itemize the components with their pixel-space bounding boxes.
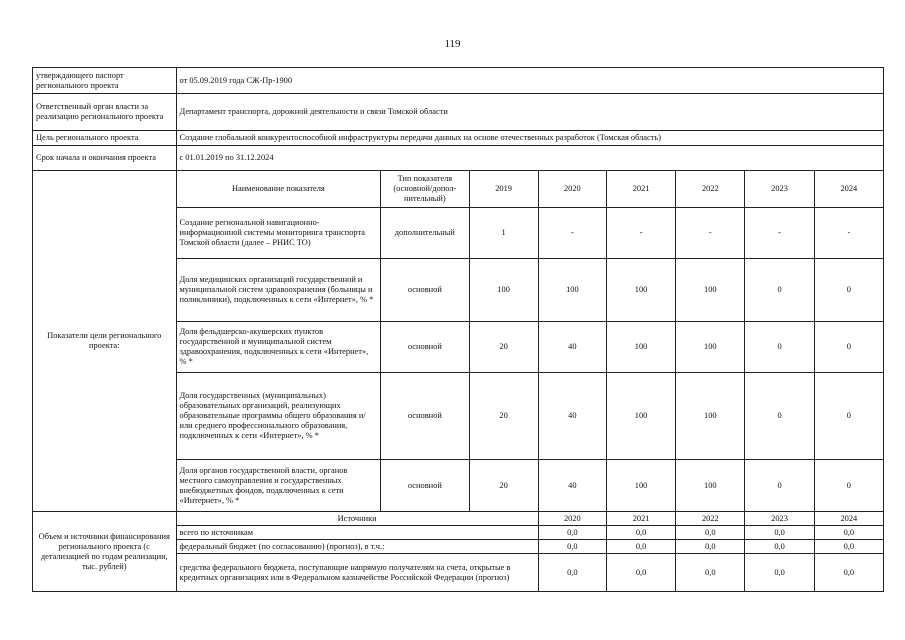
passport-table [32,67,884,592]
indicator-value: 0 [814,322,883,373]
indicator-value: - [538,208,606,259]
row-value: с 01.01.2019 по 31.12.2024 [176,146,884,171]
indicator-type: основной [381,259,469,322]
indicator-value: - [676,208,745,259]
indicator-value: 40 [538,322,606,373]
indicator-name: Доля органов государственной власти, органов местного самоуправления и государственных внебюджетных фондов, подключенных к сети «Интернет», % * [176,460,381,512]
row-term [33,146,884,171]
financing-value: 0,0 [745,554,814,592]
indicator-value: 100 [469,259,538,322]
indicator-value: 100 [676,322,745,373]
financing-header-row [33,512,884,526]
row-label: Цель регионального проекта [33,131,177,146]
indicator-value: 40 [538,373,606,460]
indicator-value: 40 [538,460,606,512]
indicator-value: 100 [538,259,606,322]
indicator-name: Доля фельдшерско-акушерских пунктов государственной и муниципальной систем здравоохранения, подключенных к сети «Интернет», % * [176,322,381,373]
indicator-value: - [606,208,675,259]
indicator-value: 0 [814,259,883,322]
indicator-type: основной [381,460,469,512]
indicators-section-label: Показатели цели регионального проекта: [33,171,177,512]
row-label: Ответственный орган власти за реализацию регионального проекта [33,94,177,131]
financing-value: 0,0 [745,526,814,540]
indicator-value: 100 [606,373,675,460]
indicator-value: 100 [676,259,745,322]
indicator-value: - [745,208,814,259]
header-year: 2022 [676,171,745,208]
indicator-value: 0 [745,259,814,322]
indicator-value: 100 [606,460,675,512]
header-indicator-name: Наименование показателя [176,171,381,208]
indicator-value: 1 [469,208,538,259]
row-value: Создание глобальной конкурентоспособной инфраструктуры передачи данных на основе отечественных разработок (Томская область) [176,131,884,146]
indicator-value: 0 [814,373,883,460]
row-label: Срок начала и окончания проекта [33,146,177,171]
financing-value: 0,0 [538,540,606,554]
indicator-type: дополнительный [381,208,469,259]
header-year: 2020 [538,512,606,526]
indicator-value: 0 [745,373,814,460]
financing-value: 0,0 [606,554,675,592]
header-year: 2019 [469,171,538,208]
indicator-value: 100 [606,259,675,322]
indicator-value: 100 [676,460,745,512]
indicator-value: 0 [745,460,814,512]
header-year: 2021 [606,171,675,208]
row-goal [33,131,884,146]
financing-value: 0,0 [814,540,883,554]
row-responsible [33,94,884,131]
row-value: от 05.09.2019 года СЖ-Пр-1900 [176,68,884,94]
financing-source-name: федеральный бюджет (по согласованию) (прогноз), в т.ч.: [176,540,538,554]
financing-value: 0,0 [538,554,606,592]
financing-value: 0,0 [676,526,745,540]
header-year: 2024 [814,171,883,208]
header-sources: Источники [176,512,538,526]
indicator-type: основной [381,322,469,373]
header-year: 2020 [538,171,606,208]
financing-section-label: Объем и источники финансирования регионального проекта (с детализацией по годам реализации, тыс. рублей) [33,512,177,592]
row-value: Департамент транспорта, дорожной деятельности и связи Томской области [176,94,884,131]
header-year: 2021 [606,512,675,526]
indicator-value: 0 [745,322,814,373]
row-approving [33,68,884,94]
indicator-value: 0 [814,460,883,512]
financing-value: 0,0 [538,526,606,540]
indicator-name: Доля государственных (муниципальных) образовательных организаций, реализующих образовательные программы общего образования и/или среднего профессионального образования, подключенных к сети «Интернет», % * [176,373,381,460]
indicator-name: Доля медицинских организаций государственной и муниципальной систем здравоохранения (больницы и поликлиники), подключенных к сети «Интернет», % * [176,259,381,322]
indicators-header-row [33,171,884,208]
financing-value: 0,0 [606,540,675,554]
indicator-value: 100 [676,373,745,460]
row-label: утверждающего паспорт регионального проекта [33,68,177,94]
financing-source-name: всего по источникам [176,526,538,540]
header-year: 2023 [745,512,814,526]
header-year: 2022 [676,512,745,526]
financing-value: 0,0 [676,554,745,592]
financing-value: 0,0 [606,526,675,540]
header-indicator-type: Тип показателя (основной/допол-нительный) [381,171,469,208]
header-year: 2024 [814,512,883,526]
financing-value: 0,0 [676,540,745,554]
indicator-type: основной [381,373,469,460]
indicator-value: 20 [469,460,538,512]
indicator-value: - [814,208,883,259]
financing-value: 0,0 [814,554,883,592]
indicator-value: 20 [469,322,538,373]
header-year: 2023 [745,171,814,208]
indicator-value: 100 [606,322,675,373]
financing-source-name: средства федерального бюджета, поступающие напрямую получателям на счета, открытые в кредитных организациях или в Федеральном казначействе Российской Федерации (прогноз) [176,554,538,592]
indicator-name: Создание региональной навигационно-информационной системы мониторинга транспорта Томской области (далее – РНИС ТО) [176,208,381,259]
indicator-value: 20 [469,373,538,460]
financing-value: 0,0 [814,526,883,540]
page-number: 119 [444,38,461,50]
financing-value: 0,0 [745,540,814,554]
